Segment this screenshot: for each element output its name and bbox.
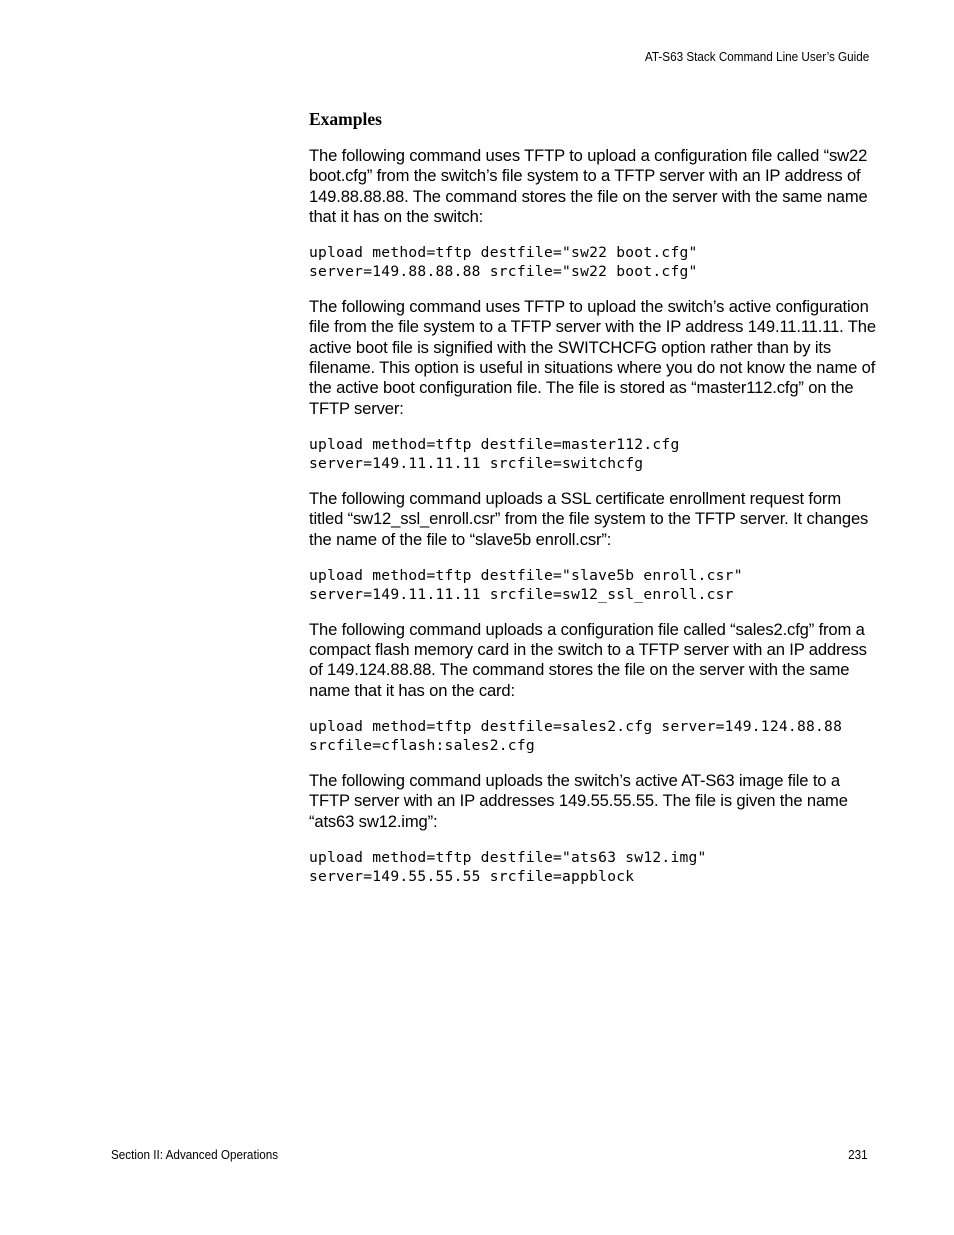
- example-1: [309, 146, 879, 281]
- footer-section-label: Section II: Advanced Operations: [111, 1147, 279, 1162]
- footer-page-number: 231: [848, 1147, 868, 1162]
- code-line: upload method=tftp destfile=master112.cfg: [309, 435, 680, 453]
- example-description: The following command uploads a configuration file called “sales2.cfg” from a compact flash memory card in the switch to a TFTP server with an IP address of 149.124.88.88. The command stores the file on the server with the same name that it has on the card:: [309, 619, 867, 700]
- code-line: upload method=tftp destfile="sw22 boot.cfg": [309, 244, 698, 262]
- code-line: srcfile=cflash:sales2.cfg: [309, 737, 535, 755]
- example-description: The following command uses TFTP to upload the switch’s active configuration file from the file system to a TFTP server with the IP address 149.11.11.11. The active boot file is signified with the SWITCHCFG option rather than by its filename. This option is useful in situations where you do not know the name of the active boot configuration file. The file is stored as “master112.cfg” on the TFTP server:: [309, 297, 876, 418]
- code-line: server=149.88.88.88 srcfile="sw22 boot.cfg": [309, 263, 698, 281]
- code-line: upload method=tftp destfile="slave5b enroll.csr": [309, 566, 743, 584]
- example-3: [309, 489, 879, 604]
- code-line: upload method=tftp destfile=sales2.cfg server=149.124.88.88: [309, 718, 843, 736]
- code-block: [309, 848, 879, 886]
- code-block: [309, 566, 879, 604]
- code-line: server=149.11.11.11 srcfile=sw12_ssl_enroll.csr: [309, 585, 734, 603]
- example-2: [309, 297, 879, 473]
- section-heading: Examples: [309, 109, 382, 129]
- code-line: server=149.11.11.11 srcfile=switchcfg: [309, 454, 644, 472]
- example-description: The following command uses TFTP to upload a configuration file called “sw22 boot.cfg” from the switch’s file system to a TFTP server with an IP address of 149.88.88.88. The command stores the file on the server with the same name that it has on the switch:: [309, 146, 868, 226]
- example-description: The following command uploads the switch’s active AT-S63 image file to a TFTP server with an IP addresses 149.55.55.55. The file is given the name “ats63 sw12.img”:: [309, 771, 848, 831]
- code-block: [309, 243, 879, 281]
- example-4: [309, 620, 879, 755]
- page-content: [309, 108, 879, 902]
- code-line: server=149.55.55.55 srcfile=appblock: [309, 867, 635, 885]
- code-block: [309, 717, 879, 755]
- running-header: AT-S63 Stack Command Line User’s Guide: [644, 49, 869, 64]
- code-line: upload method=tftp destfile="ats63 sw12.img": [309, 848, 707, 866]
- example-5: [309, 771, 879, 886]
- code-block: [309, 435, 879, 473]
- example-description: The following command uploads a SSL certificate enrollment request form titled “sw12_ssl_enroll.csr” from the file system to the TFTP server. It changes the name of the file to “slave5b enroll.csr”:: [309, 488, 869, 549]
